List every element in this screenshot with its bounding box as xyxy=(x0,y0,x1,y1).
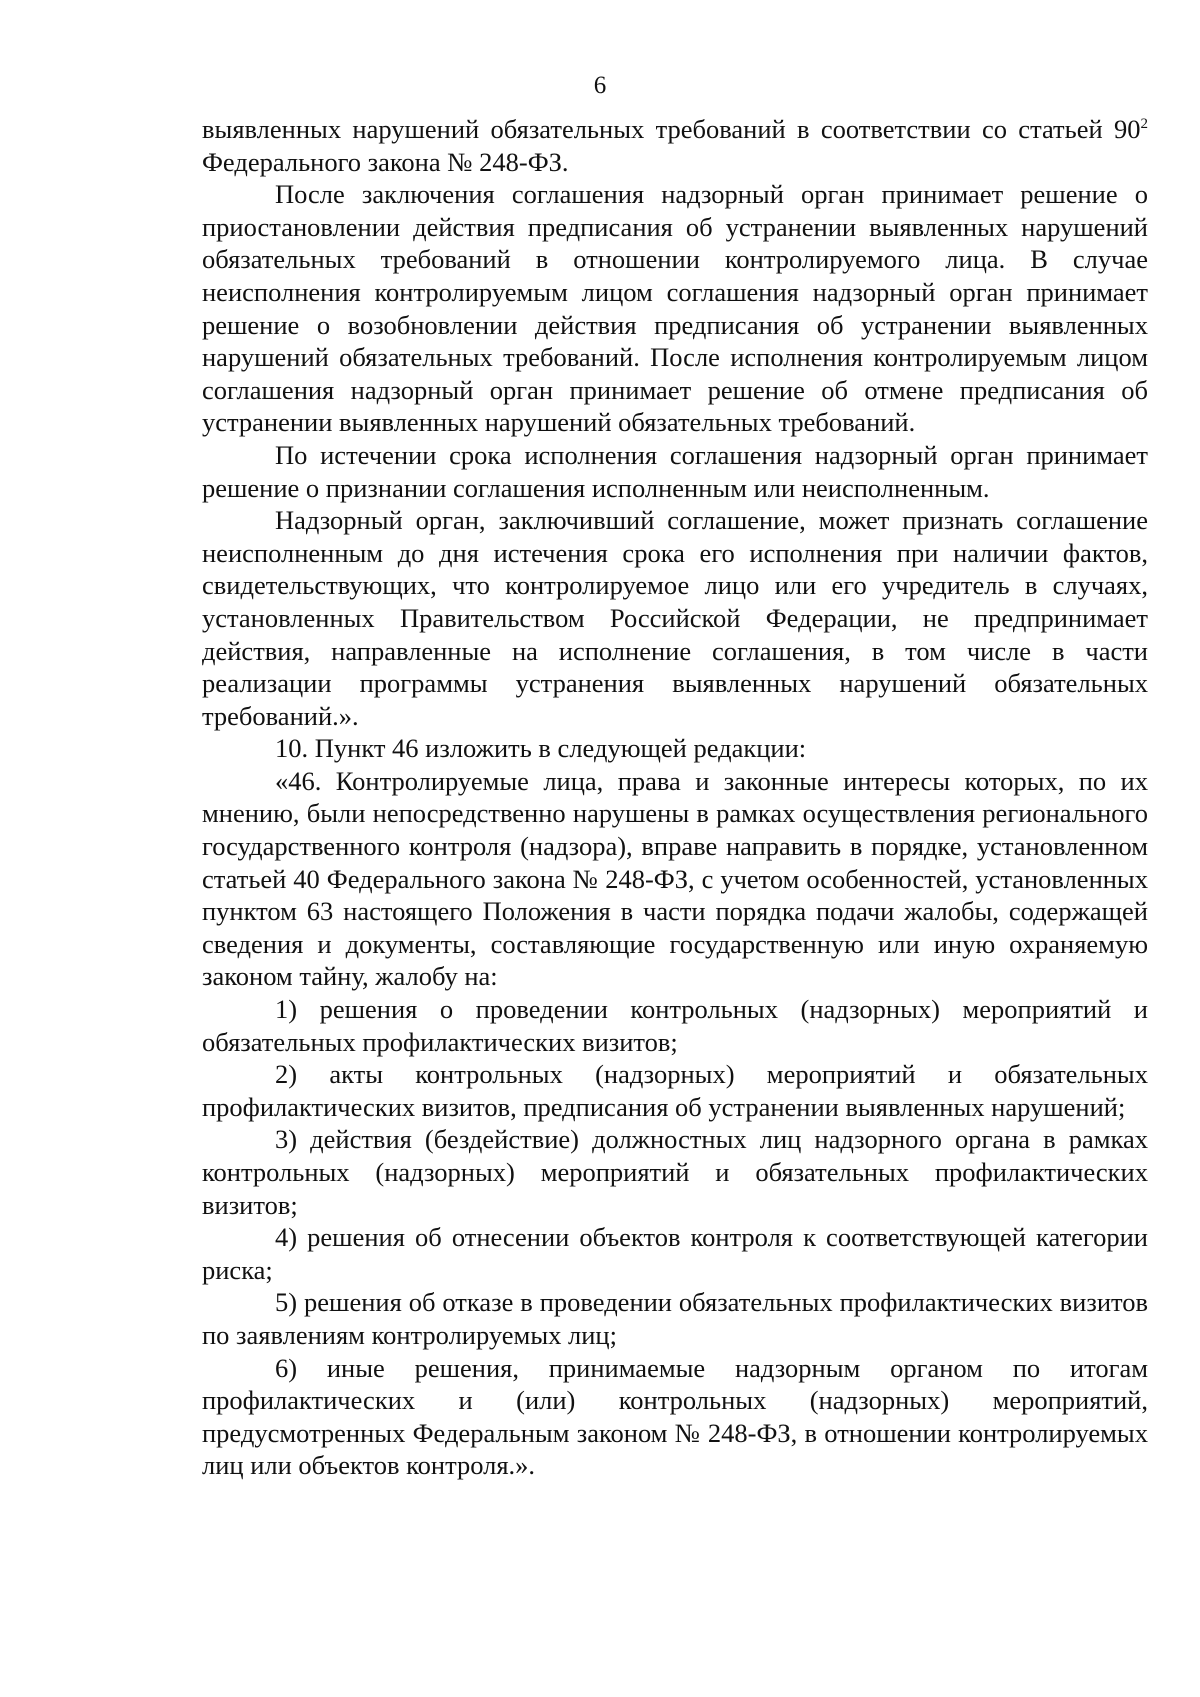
list-item-4: 4) решения об отнесении объектов контроля к соответствующей категории риска; xyxy=(202,1222,1148,1285)
list-item-6: 6) иные решения, принимаемые надзорным органом по итогам профилактических и (или) контрольных (надзорных) мероприятий, предусмотренных Федеральным законом № 248-ФЗ, в отношении контролируемых лиц или объектов контроля.». xyxy=(202,1352,1148,1481)
paragraph-agreement-suspension: После заключения соглашения надзорный орган принимает решение о приостановлении действия предписания об устранении выявленных нарушений обязательных требований в отношении контролируемого лица. В случае неисполнения контролируемым лицом соглашения надзорный орган принимает решение о возобновлении действия предписания об устранении выявленных нарушений обязательных требований. После исполнения контролируемым лицом соглашения надзорный орган принимает решение об отмене предписания об устранении выявленных нарушений обязательных требований. xyxy=(202,179,1148,438)
paragraph-continuation xyxy=(202,113,1148,178)
list-item-1: 1) решения о проведении контрольных (надзорных) мероприятий и обязательных профилактических визитов; xyxy=(202,994,1148,1057)
paragraph-agreement-expiry: По истечении срока исполнения соглашения надзорный орган принимает решение о признании соглашения исполненным или неисполненным. xyxy=(202,439,1148,503)
list-item-5: 5) решения об отказе в проведении обязательных профилактических визитов по заявлениям контролируемых лиц; xyxy=(202,1287,1148,1350)
paragraph-point-46: «46. Контролируемые лица, права и законные интересы которых, по их мнению, были непосредственно нарушены в рамках осуществления регионального государственного контроля (надзора), вправе направить в порядке, установленном статьей 40 Федерального закона № 248-ФЗ, с учетом особенностей, установленных пунктом 63 настоящего Положения в части порядка подачи жалобы, содержащей сведения и документы, составляющие государственную или иную охраняемую законом тайну, жалобу на: xyxy=(202,765,1148,992)
list-item-3: 3) действия (бездействие) должностных лиц надзорного органа в рамках контрольных (надзорных) мероприятий и обязательных профилактических визитов; xyxy=(202,1124,1148,1220)
paragraph-text: выявленных нарушений обязательных требований в соответствии со статьей 90 xyxy=(202,114,1141,144)
superscript: 2 xyxy=(1140,116,1148,133)
paragraph-text: Федерального закона № 248-ФЗ. xyxy=(202,146,569,177)
document-body xyxy=(202,113,1148,1482)
paragraph-item-10: 10. Пункт 46 изложить в следующей редакции: xyxy=(275,733,807,764)
paragraph-agreement-nonfulfillment: Надзорный орган, заключивший соглашение, может признать соглашение неисполненным до дня истечения срока его исполнения при наличии фактов, свидетельствующих, что контролируемое лицо или его учредитель в случаях, установленных Правительством Российской Федерации, не предпринимает действия, направленные на исполнение соглашения, в том числе в части реализации программы устранения выявленных нарушений обязательных требований.». xyxy=(202,505,1148,731)
page-number: 6 xyxy=(593,72,607,99)
list-item-2: 2) акты контрольных (надзорных) мероприятий и обязательных профилактических визитов, предписания об устранении выявленных нарушений; xyxy=(202,1059,1148,1122)
